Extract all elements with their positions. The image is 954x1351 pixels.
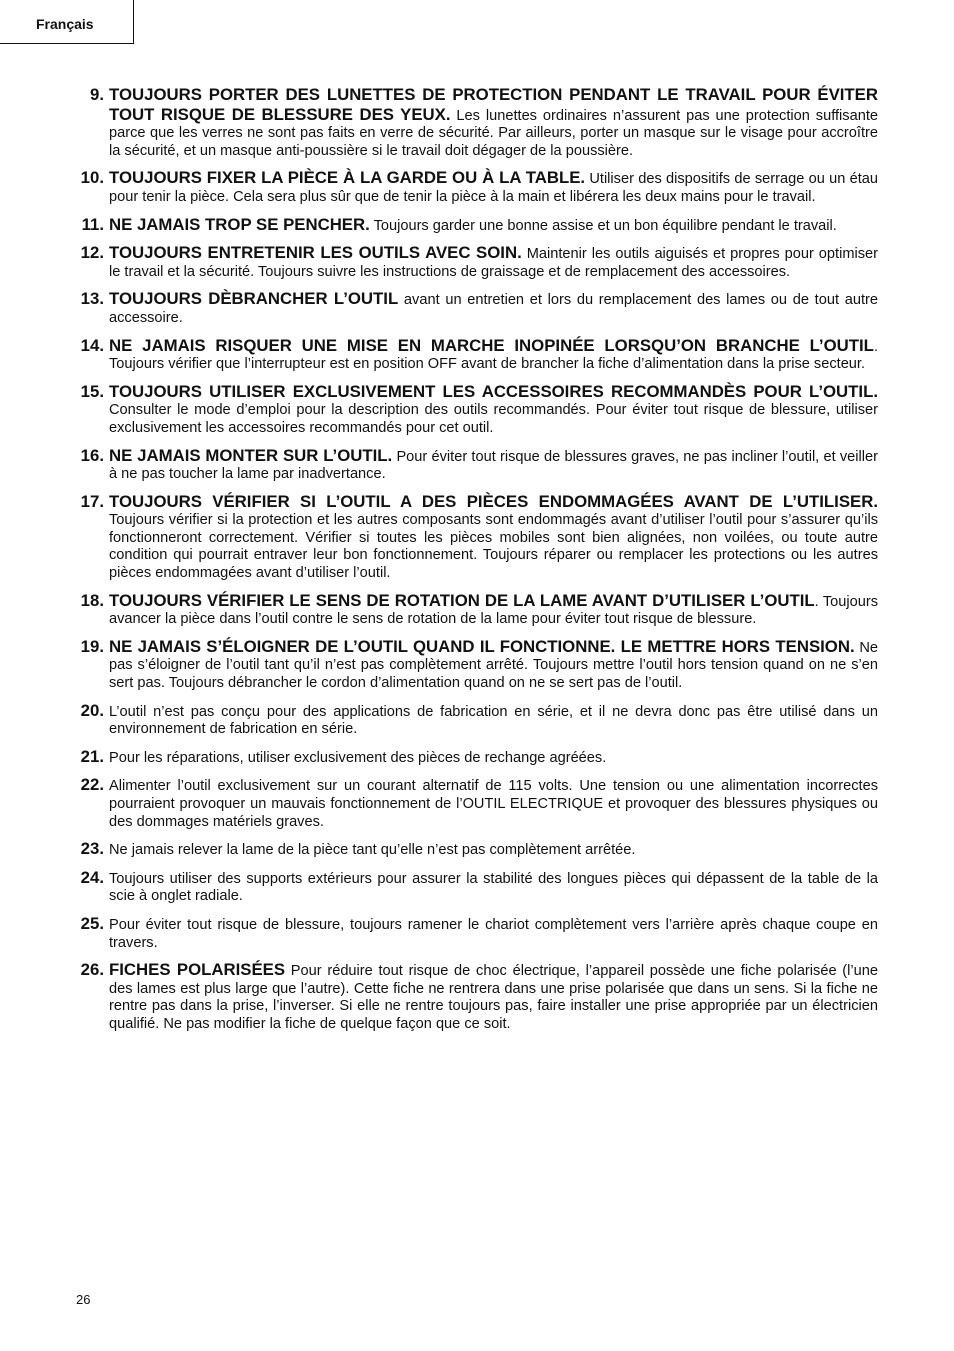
- item-body: Les lunettes ordinaires n’assurent pas une protection suffisante parce que les verres ne sont pas faits en verre de sécurité. Par ailleurs, porter un masque sur le visage pour accroître la sécurité, et un masque anti-poussière si le travail doit dégager de la poussière.: [109, 107, 878, 159]
- list-item: [72, 869, 878, 906]
- list-item: [72, 592, 878, 629]
- item-heading: NE JAMAIS S’ÉLOIGNER DE L’OUTIL QUAND IL FONCTIONNE. LE METTRE HORS TENSION.: [109, 636, 855, 656]
- item-heading: NE JAMAIS TROP SE PENCHER.: [109, 214, 370, 234]
- item-number: 15.: [80, 381, 104, 401]
- language-label: Français: [36, 16, 94, 32]
- item-body: Maintenir les outils aiguisés et propres pour optimiser le travail et la sécurité. Toujours suivre les instructions de graissage et de remplacement des accessoires.: [109, 246, 879, 280]
- item-body: Utiliser des dispositifs de serrage ou un étau pour tenir la pièce. Cela sera plus sûr que de tenir la pièce à la main et libérera les deux mains pour le travail.: [109, 171, 878, 205]
- item-heading: TOUJOURS PORTER DES LUNETTES DE PROTECTION PENDANT LE TRAVAIL POUR ÉVITER TOUT RISQUE DE BLESSURE DES YEUX.: [109, 85, 878, 124]
- item-heading: NE JAMAIS RISQUER UNE MISE EN MARCHE INOPINÉE LORSQU’ON BRANCHE L’OUTIL: [109, 335, 874, 355]
- list-item: [72, 776, 878, 831]
- item-heading: TOUJOURS UTILISER EXCLUSIVEMENT LES ACCESSOIRES RECOMMANDÈS POUR L’OUTIL.: [109, 381, 878, 401]
- item-number: 17.: [80, 491, 104, 511]
- list-item: [72, 702, 878, 739]
- item-body: Ne pas s’éloigner de l’outil tant qu’il n’est pas complètement arrêté. Toujours mettre l’outil hors tension quand on ne s’en sert pas. Toujours débrancher le cordon d’alimentation quand on ne se sert pas de l’outil.: [109, 639, 878, 692]
- list-item: [72, 748, 878, 768]
- list-item: [72, 915, 878, 952]
- item-body: Pour éviter tout risque de blessures graves, ne pas incliner l’outil, et veiller à ne pas toucher la lame par inadvertance.: [109, 448, 878, 483]
- list-item: [72, 290, 878, 327]
- item-number: 21.: [80, 746, 104, 766]
- page-number: 26: [76, 1292, 91, 1307]
- item-number: 9.: [90, 85, 104, 104]
- item-number: 23.: [80, 839, 104, 859]
- item-number: 10.: [80, 168, 104, 188]
- item-body: Pour les réparations, utiliser exclusivement des pièces de rechange agréées.: [109, 749, 607, 766]
- item-number: 25.: [80, 913, 104, 933]
- item-heading: FICHES POLARISÉES: [109, 960, 286, 980]
- item-body: Alimenter l’outil exclusivement sur un courant alternatif de 115 volts. Une tension ou une alimentation incorrectes pourraient provoquer un mauvais fonctionnement de l’OUTIL ELECTRIQUE et provoquer des blessures physiques ou des dommages matériels graves.: [109, 778, 878, 830]
- item-body: Pour éviter tout risque de blessure, toujours ramener le chariot complètement vers l’arrière après chaque coupe en travers.: [109, 916, 878, 951]
- list-item: [72, 383, 878, 438]
- item-number: 13.: [80, 289, 104, 309]
- item-number: 19.: [80, 636, 104, 656]
- safety-rules-list: [72, 86, 878, 1043]
- item-heading: TOUJOURS VÉRIFIER LE SENS DE ROTATION DE LA LAME AVANT D’UTILISER L’OUTIL: [109, 590, 815, 610]
- item-body: Pour réduire tout risque de choc électrique, l’appareil possède une fiche polarisée (l’une des lames est plus large que l’autre). Cette fiche ne rentrera dans une prise polarisée que dans un sens. Si la fiche ne rentre pas dans la prise, l’inverser. Si elle ne rentre toujours pas, faire installer une prise appropriée par un électricien qualifié. Ne pas modifier la fiche de quelque façon que ce soit.: [109, 963, 878, 1032]
- language-tab: [0, 0, 134, 44]
- item-number: 24.: [80, 867, 104, 887]
- list-item: [72, 244, 878, 281]
- item-number: 11.: [81, 214, 104, 234]
- list-item: [72, 216, 878, 236]
- item-body: Ne jamais relever la lame de la pièce tant qu’elle n’est pas complètement arrêtée.: [109, 842, 636, 859]
- item-number: 14.: [80, 335, 104, 355]
- item-body: Toujours vérifier si la protection et les autres composants sont endommagés avant d’utiliser l’outil pour s’assurer qu’ils fonctionneront correctement. Vérifier si toutes les pièces mobiles sont bien alignées, non voilées, ou toute autre condition qui pourrait entraver leur bon fonctionnement. Toujours réparer ou remplacer les protections ou les autres pièces endommagées avant d’utiliser l’outil.: [109, 512, 878, 582]
- item-body: Toujours utiliser des supports extérieurs pour assurer la stabilité des longues pièces qui dépassent de la table de la scie à onglet radiale.: [109, 870, 878, 905]
- item-body: . Toujours avancer la pièce dans l’outil contre le sens de rotation de la lame pour éviter tout risque de blessure.: [109, 593, 878, 628]
- list-item: [72, 840, 878, 860]
- item-body: L’outil n’est pas conçu pour des applications de fabrication en série, et il ne devra donc pas être utilisé dans un environnement de fabrication en série.: [109, 703, 878, 738]
- list-item: [72, 447, 878, 484]
- list-item: [72, 337, 878, 374]
- item-number: 16.: [80, 445, 104, 465]
- list-item: [72, 493, 878, 583]
- list-item: [72, 86, 878, 160]
- item-body: Consulter le mode d’emploi pour la description des outils recommandés. Pour éviter tout risque de blessure, utiliser exclusivement les accessoires recommandés pour cet outil.: [109, 402, 878, 436]
- item-number: 22.: [80, 775, 104, 795]
- item-number: 18.: [80, 590, 104, 610]
- item-heading: TOUJOURS ENTRETENIR LES OUTILS AVEC SOIN.: [109, 243, 522, 263]
- list-item: [72, 961, 878, 1033]
- list-item: [72, 638, 878, 693]
- item-body: avant un entretien et lors du remplacement des lames ou de tout autre accessoire.: [109, 292, 878, 326]
- item-number: 20.: [80, 700, 104, 720]
- item-heading: TOUJOURS FIXER LA PIÈCE À LA GARDE OU À LA TABLE.: [109, 168, 586, 188]
- item-number: 26.: [80, 960, 104, 980]
- item-body: . Toujours vérifier que l’interrupteur est en position OFF avant de brancher la fiche d’alimentation dans la prise secteur.: [109, 338, 878, 373]
- item-heading: TOUJOURS DÈBRANCHER L’OUTIL: [109, 289, 399, 309]
- item-body: Toujours garder une bonne assise et un bon équilibre pendant le travail.: [369, 217, 837, 234]
- list-item: [72, 169, 878, 206]
- item-heading: TOUJOURS VÉRIFIER SI L’OUTIL A DES PIÈCES ENDOMMAGÉES AVANT DE L’UTILISER.: [109, 491, 878, 511]
- item-number: 12.: [80, 243, 104, 263]
- item-heading: NE JAMAIS MONTER SUR L’OUTIL.: [109, 445, 393, 465]
